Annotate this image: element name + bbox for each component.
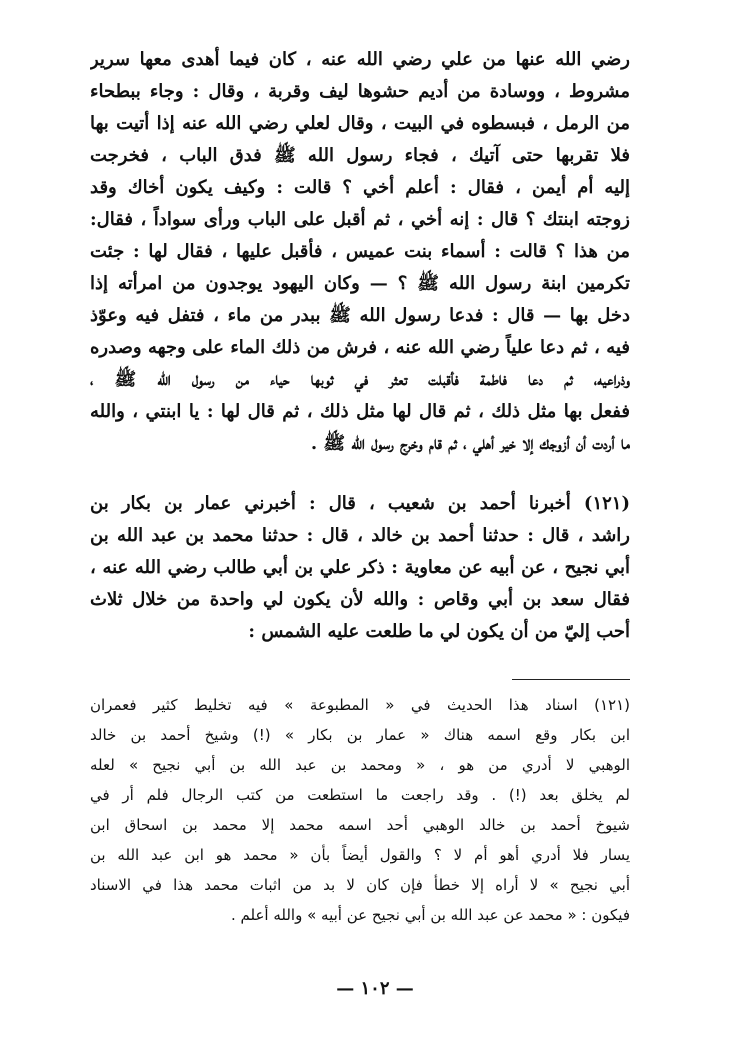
text-line: فقال سعد بن أبي وقاص : والله لأن يكون لي واحدة من خلال ثلاث bbox=[90, 589, 630, 610]
footnote-block bbox=[90, 690, 630, 930]
text-line: أحب إليّ من أن يكون لي ما طلعت عليه الشمس : bbox=[248, 621, 630, 642]
footnote-line: ابن بكار وقع اسمه هناك « عمار بن بكار » (!) وشيخ أحمد بن خالد bbox=[90, 726, 630, 744]
footnote-line: لم يخلق بعد (!) . وقد راجعت ما استطعت من كتب الرجال فلم أر في bbox=[90, 786, 630, 804]
footnote-line: الوهبي لا أدري من هو ، « ومحمد بن عبد الله بن أبي نجيح » لعله bbox=[90, 756, 630, 774]
text-line: رضي الله عنها من علي رضي الله عنه ، كان فيما أهدى معها سرير bbox=[90, 49, 630, 70]
footnote-separator bbox=[512, 679, 630, 680]
text-line: من هذا ؟ قالت : أسماء بنت عميس ، فأقبل عليها ، فقال لها : جئت bbox=[90, 241, 630, 262]
hadith-121-block bbox=[90, 488, 630, 648]
text-line: مشروط ، ووسادة من أديم حشوها ليف وقربة ، وقال : وجاء ببطحاء bbox=[90, 81, 630, 102]
text-line: تكرمين ابنة رسول الله ﷺ ؟ — وكان اليهود يوجدون من امرأته إذا bbox=[90, 273, 630, 294]
text-line: (١٢١) أخبرنا أحمد بن شعيب ، قال : أخبرني عمار بن بكار بن bbox=[90, 493, 630, 514]
text-line: زوجته ابنتك ؟ قال : إنه أخي ، ثم أقبل على الباب ورأى سواداً ، فقال: bbox=[90, 209, 630, 230]
footnote-line: يسار فلا أدري أهو أم لا ؟ والقول أيضاً بأن « محمد هو ابن عبد الله بن bbox=[90, 846, 630, 864]
footnote-line: (١٢١) اسناد هذا الحديث في « المطبوعة » فيه تخليط كثير فعمران bbox=[90, 696, 630, 714]
text-line: ما أردت أن أزوجك إلا خير أهلي ، ثم قام وخرج رسول الله ﷺ . bbox=[310, 433, 630, 454]
text-line: ففعل بها مثل ذلك ، ثم قال لها مثل ذلك ، ثم قال لها : يا ابنتي ، والله bbox=[90, 401, 630, 422]
text-line: راشد ، قال : حدثنا أحمد بن خالد ، قال : حدثنا محمد بن عبد الله بن bbox=[90, 525, 630, 546]
text-line: فيه ، ثم دعا علياً رضي الله عنه ، فرش من ذلك الماء على وجهه وصدره bbox=[90, 337, 630, 358]
footnote-line: شيوخ أحمد بن خالد الوهبي أحد اسمه محمد إلا محمد بن اسحاق ابن bbox=[90, 816, 630, 834]
footnote-line: أبي نجيح » لا أراه إلا خطأ فإن كان لا بد من اثبات محمد هذا في الاسناد bbox=[90, 876, 630, 894]
text-line: دخل بها — قال : فدعا رسول الله ﷺ ببدر من ماء ، فتفل فيه وعوّذ bbox=[90, 305, 630, 326]
text-line: إليه أم أيمن ، فقال : أعلم أخي ؟ قالت : وكيف يكون أخاك وقد bbox=[90, 177, 630, 198]
main-text-block bbox=[90, 44, 630, 460]
text-line: وذراعيه، ثم دعا فاطمة فأقبلت تعثر في ثوبها حياء من رسول الله ﷺ ، bbox=[90, 369, 630, 390]
text-line: من الرمل ، فبسطوه في البيت ، وقال لعلي رضي الله عنه إذا أتيت بها bbox=[90, 113, 630, 134]
footnote-line: فيكون : « محمد عن عبد الله بن أبي نجيح عن أبيه » والله أعلم . bbox=[230, 906, 630, 924]
text-line: أبي نجيح ، عن أبيه عن معاوية : ذكر علي بن أبي طالب رضي الله عنه ، bbox=[90, 557, 630, 578]
text-line: فلا تقربها حتى آتيك ، فجاء رسول الله ﷺ فدق الباب ، فخرجت bbox=[90, 145, 630, 166]
page-number: — ١٠٢ — bbox=[336, 978, 414, 999]
